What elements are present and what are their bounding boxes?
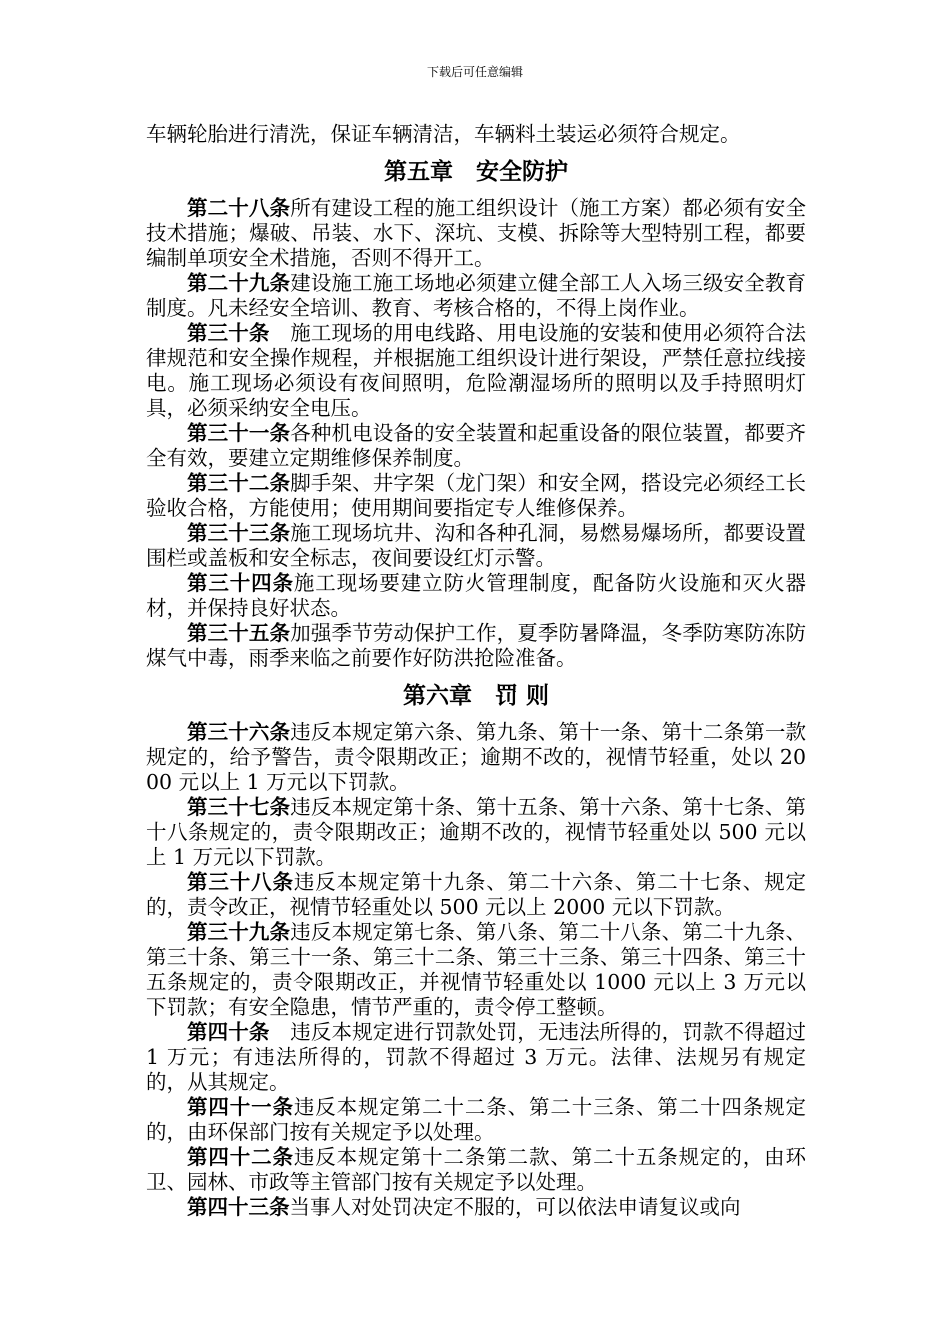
article-text: 违反本规定第十九条、第二十六条、第二十七条、规定的，责令改正，视情节轻重处以 500 元以上 2000 元以下罚款。 [146,870,806,919]
article-28 [146,196,806,271]
article-31 [146,421,806,471]
article-number: 第二十八条 [187,196,291,220]
article-number: 第四十二条 [187,1145,294,1169]
article-text: 加强季节劳动保护工作，夏季防暑降温，冬季防寒防冻防煤气中毒，雨季来临之前要作好防洪抢险准备。 [146,621,807,670]
document-body [146,122,806,1220]
article-39 [146,920,806,1020]
article-number: 第三十四条 [187,571,294,595]
page-header-note: 下载后可任意编辑 [426,65,523,79]
article-42 [146,1145,806,1195]
article-number: 第四十条 [187,1020,270,1044]
article-text: 违反本规定第六条、第九条、第十一条、第十二条第一款规定的，给予警告，责令限期改正；逾期不改的，视情节轻重，处以 2000 元以上 1 万元以下罚款。 [146,720,807,794]
article-text: 施工现场坑井、沟和各种孔洞，易燃易爆场所，都要设置围栏或盖板和安全标志，夜间要设红灯示警。 [146,521,807,570]
article-29 [146,271,806,321]
article-number: 第三十二条 [187,471,291,495]
article-text: 违反本规定第十条、第十五条、第十六条、第十七条、第十八条规定的，责令限期改正；逾期不改的，视情节轻重处以 500 元以上 1 万元以下罚款。 [146,795,807,869]
article-34 [146,571,806,621]
article-number: 第三十七条 [187,795,291,819]
article-text: 违反本规定第二十二条、第二十三条、第二十四条规定的，由环保部门按有关规定予以处理。 [146,1095,806,1144]
article-number: 第三十八条 [187,870,294,894]
article-33 [146,521,806,571]
article-number: 第四十一条 [187,1095,294,1119]
article-text: 当事人对处罚决定不服的，可以依法申请复议或向 [289,1195,741,1219]
article-text: 建设施工施工场地必须建立健全部工人入场三级安全教育制度。凡未经安全培训、教育、考核合格的，不得上岗作业。 [146,271,807,320]
article-text: 违反本规定进行罚款处罚，无违法所得的，罚款不得超过 1 万元；有违法所得的，罚款不得超过 3 万元。法律、法规另有规定的，从其规定。 [146,1020,807,1094]
article-text: 各种机电设备的安全装置和起重设备的限位装置，都要齐全有效，要建立定期维修保养制度。 [146,421,807,470]
article-text: 违反本规定第十二条第二款、第二十五条规定的，由环卫、园林、市政等主管部门按有关规定予以处理。 [146,1145,806,1194]
article-36 [146,720,806,795]
article-text: 脚手架、井字架（龙门架）和安全网，搭设完必须经工长验收合格，方能使用；使用期间要指定专人维修保养。 [146,471,807,520]
article-30 [146,321,806,421]
chapter-heading-6: 第六章 罚 则 [402,682,549,709]
article-number: 第二十九条 [187,271,291,295]
article-text: 所有建设工程的施工组织设计（施工方案）都必须有安全技术措施；爆破、吊装、水下、深坑、支模、拆除等大型特别工程，都要编制单项安全术措施，否则不得开工。 [146,196,807,270]
article-35 [146,621,806,671]
article-43 [146,1195,806,1220]
article-text: 施工现场的用电线路、用电设施的安装和使用必须符合法律规范和安全操作规程，并根据施工组织设计进行架设，严禁任意拉线接电。施工现场必须设有夜间照明，危险潮湿场所的照明以及手持照明灯具，必须采纳安全电压。 [146,321,807,420]
article-number: 第三十条 [187,321,270,345]
article-number: 第三十三条 [187,521,291,545]
chapter-heading-5: 第五章 安全防护 [384,158,568,185]
article-text: 违反本规定第七条、第八条、第二十八条、第二十九条、第三十条、第三十一条、第三十二条、第三十三条、第三十四条、第三十五条规定的，责令限期改正，并视情节轻重处以 1000 元以上 3 万元以下罚款；有安全隐患，情节严重的，责令停工整顿。 [146,920,807,1019]
article-38 [146,870,806,920]
article-32 [146,471,806,521]
article-41 [146,1095,806,1145]
paragraph-text: 车辆轮胎进行清洗，保证车辆清洁，车辆料土装运必须符合规定。 [146,122,741,146]
article-number: 第三十六条 [187,720,291,744]
article-number: 第四十三条 [187,1195,290,1219]
article-number: 第三十一条 [187,421,291,445]
article-number: 第三十九条 [187,920,291,944]
article-40 [146,1020,806,1095]
article-text: 施工现场要建立防火管理制度，配备防火设施和灭火器材，并保持良好状态。 [146,571,806,620]
article-37 [146,795,806,870]
article-number: 第三十五条 [187,621,291,645]
paragraph-continuation [146,122,806,147]
